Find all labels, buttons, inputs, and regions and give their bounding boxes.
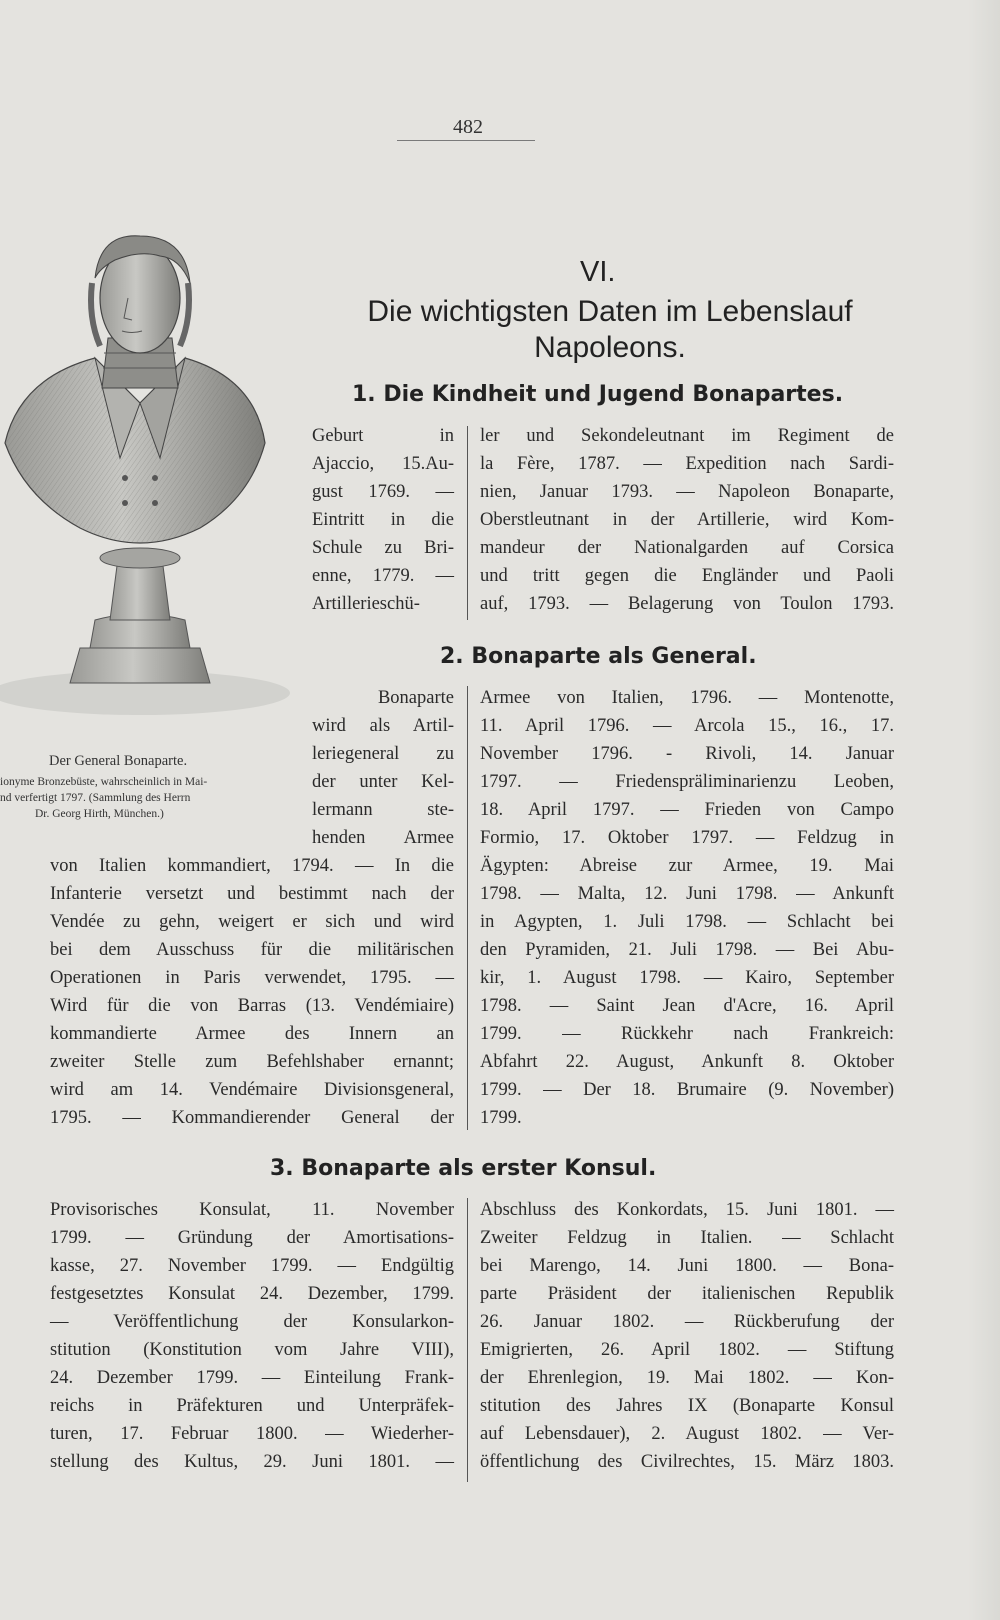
section-heading: 1. Die Kindheit und Jugend Bonapartes. xyxy=(352,382,844,407)
text-line: festgesetztes Konsulat 24. Dezember, 1799. xyxy=(50,1284,454,1304)
text-line: leriegeneral zu xyxy=(312,744,454,764)
chapter-title-line: Napoleons. xyxy=(534,331,686,364)
text-line: enne, 1779. — xyxy=(312,566,454,586)
section2-left-narrow-column xyxy=(312,684,454,852)
text-line: stitution (Konstitution vom Jahre VIII), xyxy=(50,1340,454,1360)
text-line: Operationen in Paris verwendet, 1795. — xyxy=(50,968,454,988)
text-line: Eintritt in die xyxy=(312,510,454,530)
text-line: 1799. — Rückkehr nach Frankreich: xyxy=(480,1024,894,1044)
text-line: 1795. — Kommandierender General der xyxy=(50,1108,454,1128)
text-line: und tritt gegen die Engländer und Paoli xyxy=(480,566,894,586)
text-line: stitution des Jahres IX (Bonaparte Konsul xyxy=(480,1396,894,1416)
text-line: November 1796. - Rivoli, 14. Januar xyxy=(480,744,894,764)
caption-line: nd verfertigt 1797. (Sammlung des Herrn xyxy=(0,792,191,804)
text-line: wird als Artil- xyxy=(312,716,454,736)
text-line: mandeur der Nationalgarden auf Corsica xyxy=(480,538,894,558)
text-line: den Pyramiden, 21. Juli 1798. — Bei Abu- xyxy=(480,940,894,960)
text-line: 26. Januar 1802. — Rückberufung der xyxy=(480,1312,894,1332)
text-line: turen, 17. Februar 1800. — Wiederher- xyxy=(50,1424,454,1444)
text-line: Emigrierten, 26. April 1802. — Stiftung xyxy=(480,1340,894,1360)
text-line: nien, Januar 1793. — Napoleon Bonaparte, xyxy=(480,482,894,502)
page-edge-shadow xyxy=(968,0,1000,1620)
text-line: stellung des Kultus, 29. Juni 1801. — xyxy=(50,1452,454,1472)
text-line: Formio, 17. Oktober 1797. — Feldzug in xyxy=(480,828,894,848)
chapter-number: VI. xyxy=(580,256,616,288)
text-line: bei Marengo, 14. Juni 1800. — Bona- xyxy=(480,1256,894,1276)
text-line: wird am 14. Vendémaire Divisionsgeneral, xyxy=(50,1080,454,1100)
text-line: Infanterie versetzt und bestimmt nach der xyxy=(50,884,454,904)
text-line: 1799. — Gründung der Amortisations- xyxy=(50,1228,454,1248)
section3-left-column xyxy=(50,1196,454,1476)
text-line: Geburt in xyxy=(312,426,454,446)
text-line: Artillerieschü- xyxy=(312,594,420,614)
text-line: Ajaccio, 15.Au- xyxy=(312,454,454,474)
text-line: 18. April 1797. — Frieden von Campo xyxy=(480,800,894,820)
header-rule xyxy=(397,140,535,141)
text-line: Vendée zu gehn, weigert er sich und wird xyxy=(50,912,454,932)
text-line: bei dem Ausschuss für die militärischen xyxy=(50,940,454,960)
caption-title: Der General Bonaparte. xyxy=(49,753,188,769)
section3-right-column xyxy=(480,1196,894,1476)
section1-right-column xyxy=(480,422,894,618)
text-line: — Veröffentlichung der Konsularkon- xyxy=(50,1312,454,1332)
text-line: zweiter Stelle zum Befehlshaber ernannt; xyxy=(50,1052,454,1072)
text-line: Armee von Italien, 1796. — Montenotte, xyxy=(480,688,894,708)
caption-line: Dr. Georg Hirth, München.) xyxy=(35,808,164,820)
text-line: kasse, 27. November 1799. — Endgültig xyxy=(50,1256,454,1276)
text-line: auf Lebensdauer), 2. August 1802. — Ver- xyxy=(480,1424,894,1444)
text-line: kommandierte Armee des Innern an xyxy=(50,1024,454,1044)
text-line: gust 1769. — xyxy=(312,482,454,502)
section2-left-column xyxy=(50,852,454,1132)
text-line: 24. Dezember 1799. — Einteilung Frank- xyxy=(50,1368,454,1388)
text-line: der unter Kel- xyxy=(312,772,454,792)
text-line: parte Präsident der italienischen Republik xyxy=(480,1284,894,1304)
text-line: Schule zu Bri- xyxy=(312,538,454,558)
text-line: in Agypten, 1. Juli 1798. — Schlacht bei xyxy=(480,912,894,932)
column-rule xyxy=(467,426,468,620)
column-rule xyxy=(467,686,468,1130)
section-heading: 3. Bonaparte als erster Konsul. xyxy=(270,1156,657,1181)
chapter-title-line: Die wichtigsten Daten im Lebenslauf xyxy=(367,295,853,328)
section1-left-column xyxy=(312,422,454,618)
text-line: Ägypten: Abreise zur Armee, 19. Mai xyxy=(480,856,894,876)
column-rule xyxy=(467,1198,468,1482)
text-line: 1799. xyxy=(480,1108,522,1128)
text-line: la Fère, 1787. — Expedition nach Sardi- xyxy=(480,454,894,474)
text-line: Zweiter Feldzug in Italien. — Schlacht xyxy=(480,1228,894,1248)
text-line: henden Armee xyxy=(312,828,454,848)
caption-line: ionyme Bronzebüste, wahrscheinlich in Mai- xyxy=(0,776,208,788)
section2-right-column xyxy=(480,684,894,1132)
text-line: reichs in Präfekturen und Unterpräfek- xyxy=(50,1396,454,1416)
text-line: 1797. — Friedenspräliminarienzu Leoben, xyxy=(480,772,894,792)
text-line: 11. April 1796. — Arcola 15., 16., 17. xyxy=(480,716,894,736)
text-line: Oberstleutnant in der Artillerie, wird Kom- xyxy=(480,510,894,530)
text-line: öffentlichung des Civilrechtes, 15. März 1803. xyxy=(480,1452,894,1472)
text-line: Provisorisches Konsulat, 11. November xyxy=(50,1200,454,1220)
text-line: 1798. — Malta, 12. Juni 1798. — Ankunft xyxy=(480,884,894,904)
text-line: Abschluss des Konkordats, 15. Juni 1801. — xyxy=(480,1200,894,1220)
text-line: 1799. — Der 18. Brumaire (9. November) xyxy=(480,1080,894,1100)
text-line: ler und Sekondeleutnant im Regiment de xyxy=(480,426,894,446)
bust-illustration xyxy=(0,228,290,748)
text-line: der Ehrenlegion, 19. Mai 1802. — Kon- xyxy=(480,1368,894,1388)
text-line: kir, 1. August 1798. — Kairo, September xyxy=(480,968,894,988)
text-line: lermann ste- xyxy=(312,800,454,820)
text-line: von Italien kommandiert, 1794. — In die xyxy=(50,856,454,876)
text-line: auf, 1793. — Belagerung von Toulon 1793. xyxy=(480,594,894,614)
chapter-title xyxy=(340,294,880,366)
page-number: 482 xyxy=(453,116,483,138)
text-line: Abfahrt 22. August, Ankunft 8. Oktober xyxy=(480,1052,894,1072)
text-line: Bonaparte xyxy=(377,688,454,708)
text-line: 1798. — Saint Jean d'Acre, 16. April xyxy=(480,996,894,1016)
text-line: Wird für die von Barras (13. Vendémiaire) xyxy=(50,996,454,1016)
section-heading: 2. Bonaparte als General. xyxy=(440,644,757,669)
